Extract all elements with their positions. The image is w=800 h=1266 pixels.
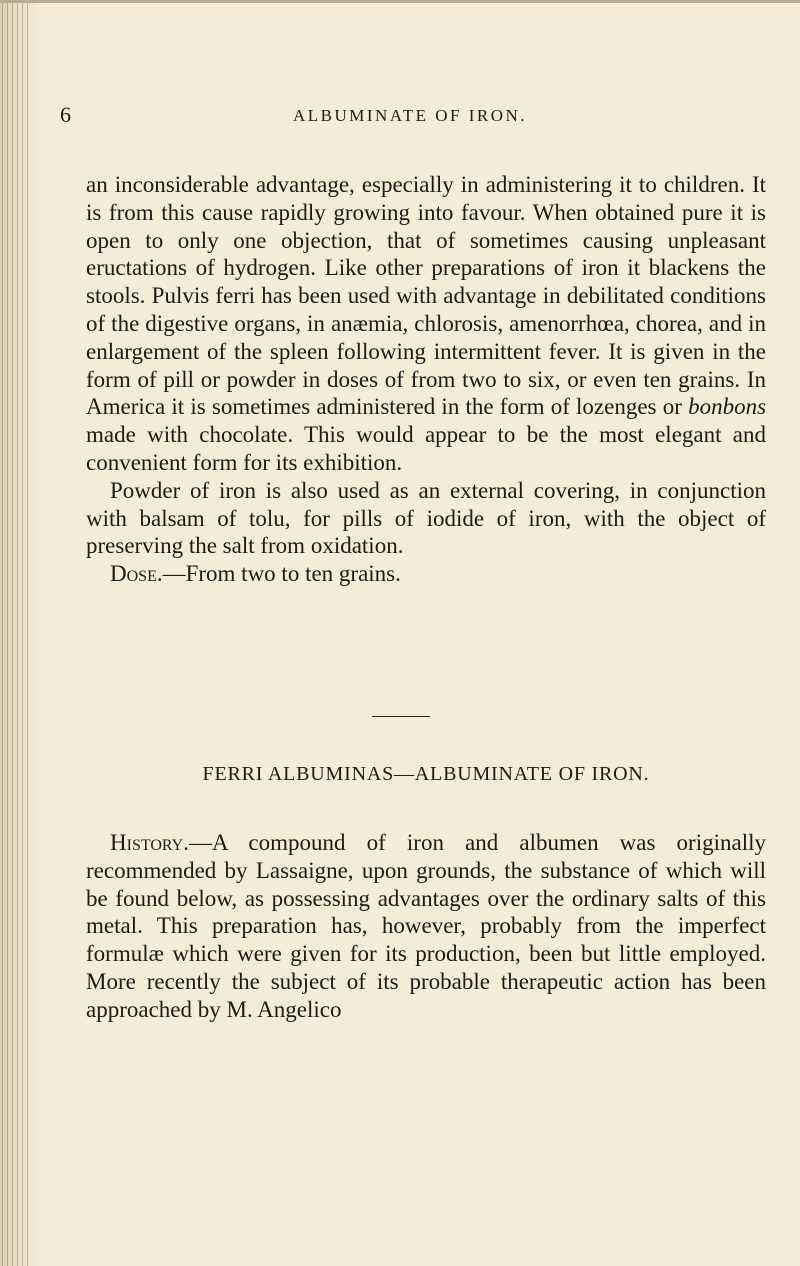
section-divider (372, 716, 430, 717)
body-text-bottom (86, 829, 766, 1024)
dose-label: Dose. (110, 561, 163, 587)
running-header (60, 102, 760, 132)
paragraph-text-cont: made with chocolate. This would appear to be the most elegant and convenient form for its exhibition. (86, 422, 766, 475)
paragraph-external-use: Powder of iron is also used as an external covering, in conjunction with balsam of tolu, for pills of iodide of iron, with the object of preserving the salt from oxidation. (86, 477, 766, 559)
paragraph-history (86, 829, 766, 1024)
dose-text: —From two to ten grains. (162, 561, 401, 587)
page-edge-lines (2, 0, 30, 1266)
page-number: 6 (60, 102, 72, 127)
top-page-edge (0, 0, 800, 3)
paragraph-continuation (86, 171, 766, 477)
history-text: —A compound of iron and albumen was originally recommended by Lassaigne, upon grounds, the substance of which will be found below, as possessing advantages over the ordinary salts of this metal. This preparation has, however, probably from the imperfect formulæ which were given for its production, been but little employed. More recently the subject of its probable therapeutic action has been approached by M. Angelico (86, 830, 766, 1022)
running-title: ALBUMINATE OF IRON. (292, 106, 528, 125)
paragraph-text: an inconsiderable advantage, especially in administering it to children. It is from this cause rapidly growing into favour. When obtained pure it is open to only one objection, that of sometimes causing unpleasant eructations of hydrogen. Like other preparations of iron it blackens the stools. Pulvis ferri has been used with advantage in debilitated conditions of the digestive organs, in anæmia, chlorosis, amenorrhœa, chorea, and in enlargement of the spleen following intermittent fever. It is given in the form of pill or powder in doses of from two to six, or even ten grains. In America it is sometimes administered in the form of lozenges or (86, 172, 766, 420)
italic-term: bonbons (688, 394, 767, 420)
book-gutter-edge (0, 0, 40, 1266)
paragraph-dose (86, 560, 766, 588)
section-heading: FERRI ALBUMINAS—ALBUMINATE OF IRON. (202, 763, 650, 785)
body-text-top (86, 171, 766, 588)
history-label: History. (110, 830, 189, 855)
